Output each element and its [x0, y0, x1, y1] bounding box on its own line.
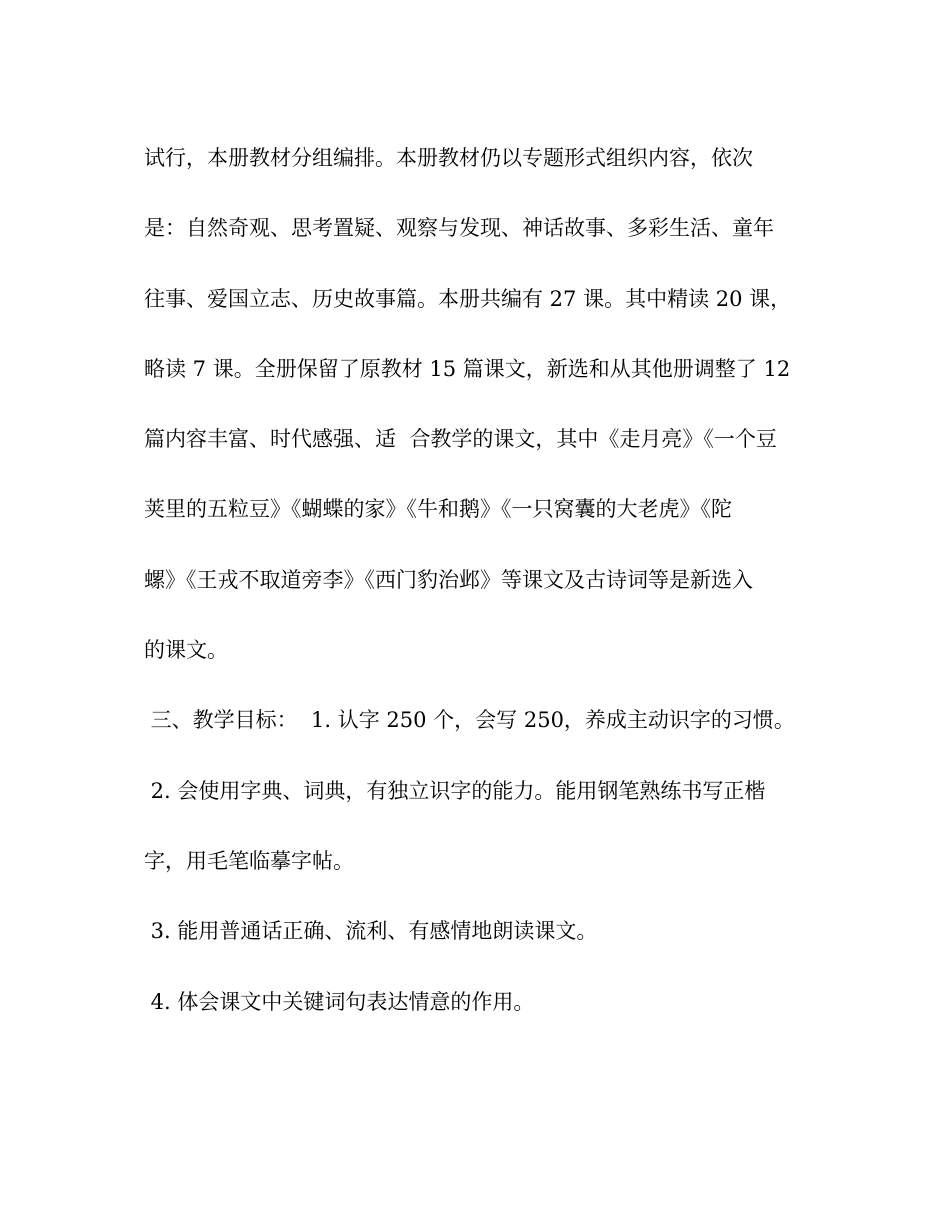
paragraph-line: 略读 7 课。全册保留了原教材 15 篇课文，新选和从其他册调整了 12: [144, 357, 791, 381]
section-heading-line: 三、教学目标： 1. 认字 250 个，会写 250，养成主动识字的习惯。: [144, 708, 795, 732]
list-item: 4. 体会课文中关键词句表达情意的作用。: [144, 990, 535, 1014]
list-item: 2. 会使用字典、词典，有独立识字的能力。能用钢笔熟练书写正楷: [144, 779, 766, 803]
paragraph-line: 篇内容丰富、时代感强、适 合教学的课文，其中《走月亮》《一个豆: [144, 427, 777, 451]
list-item: 3. 能用普通话正确、流利、有感情地朗读课文。: [144, 919, 598, 943]
list-item-continuation: 字，用毛笔临摹字帖。: [144, 849, 354, 873]
paragraph-line: 荚里的五粒豆》《蝴蝶的家》《牛和鹅》《一只窝囊的大老虎》《陀: [144, 497, 732, 521]
paragraph-line: 试行，本册教材分组编排。本册教材仍以专题形式组织内容，依次: [144, 146, 753, 170]
paragraph-line: 是：自然奇观、思考置疑、观察与发现、神话故事、多彩生活、童年: [144, 216, 774, 240]
paragraph-line: 螺》《王戎不取道旁李》《西门豹治邺》等课文及古诗词等是新选入: [144, 568, 753, 592]
paragraph-line: 往事、爱国立志、历史故事篇。本册共编有 27 课。其中精读 20 课，: [144, 287, 792, 311]
paragraph-line: 的课文。: [144, 638, 228, 662]
